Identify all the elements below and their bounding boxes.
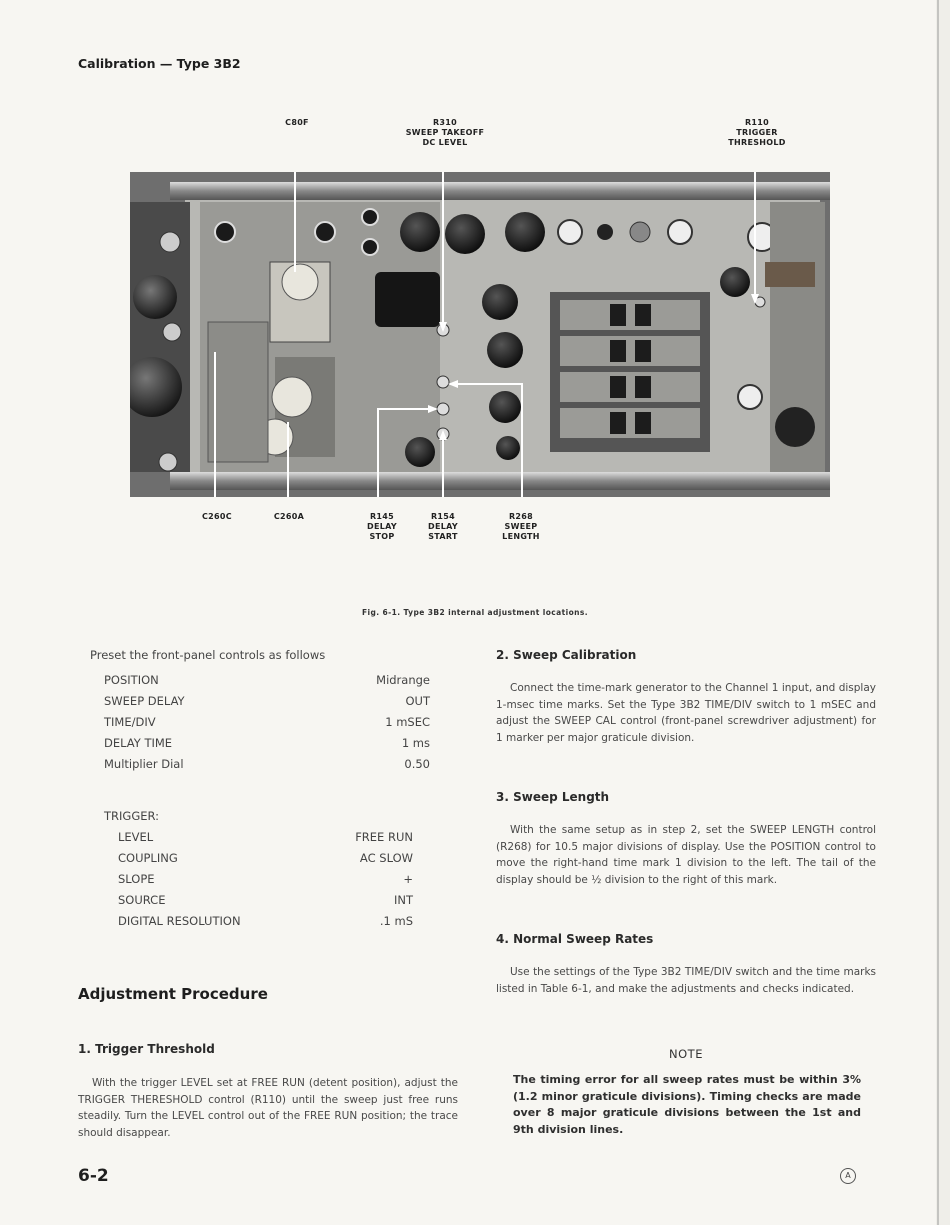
trigger-row [118,830,413,844]
trigger-row [118,914,413,928]
control-value: 0.50 [404,757,430,771]
trigger-row [118,893,413,907]
control-value: FREE RUN [355,830,413,844]
callout-line: START [428,532,458,541]
preset-row [104,694,430,708]
callout-r310 [390,118,500,148]
control-name: TIME/DIV [104,715,156,729]
callout-r154 [416,512,470,542]
chassis-photo [130,172,830,497]
section-2-title: 2. Sweep Calibration [496,648,637,662]
callout-line: SWEEP [504,522,538,531]
callout-line: LENGTH [502,532,540,541]
section-4-title: 4. Normal Sweep Rates [496,932,654,946]
preset-row [104,673,430,687]
callout-c260a [264,512,314,522]
callout-line: R154 [430,512,456,521]
callout-line: DELAY [428,522,458,531]
binding-edge [936,0,950,1225]
callout-r110 [712,118,802,148]
section-2-body: Connect the time-mark generator to the Channel 1 input, and display 1-msec time marks. Set the Type 3B2 TIME/DIV switch to 1 mSEC and adjust the SWEEP CAL control (front-panel screwdriver adjustment) for 1 marker per major graticule division. [496,682,876,744]
figure-caption: Fig. 6-1. Type 3B2 internal adjustment locations. [362,608,588,617]
callout-line: R268 [508,512,534,521]
section-1-body: With the trigger LEVEL set at FREE RUN (detent position), adjust the TRIGGER THERESHOLD control (R110) until the sweep just free runs steadily. Turn the LEVEL control out of the FREE RUN position; the trace should disappear. [78,1077,458,1139]
section-1-title: 1. Trigger Threshold [78,1042,215,1056]
preset-intro: Preset the front-panel controls as follows [90,648,326,662]
callout-line: C260C [202,512,232,521]
trigger-row [118,851,413,865]
page-number: 6-2 [78,1166,109,1186]
section-4-body: Use the settings of the Type 3B2 TIME/DIV switch and the time marks listed in Table 6-1, and make the adjustments and checks indicated. [496,966,876,995]
trigger-row [118,872,413,886]
callout-line: R145 [369,512,395,521]
preset-row [104,757,430,771]
control-value: AC SLOW [359,851,413,865]
control-value: .1 mS [379,914,413,928]
callout-line: TRIGGER [736,128,778,137]
control-name: SOURCE [118,893,166,907]
running-head: Calibration — Type 3B2 [78,56,241,71]
note-body: The timing error for all sweep rates must be within 3% (1.2 minor graticule divisions). Timing checks are made over 8 major graticule divisions between the 1st and 9th division lines. [513,1073,861,1136]
control-value: + [403,872,413,886]
control-name: DIGITAL RESOLUTION [118,914,241,928]
trigger-heading: TRIGGER: [104,809,160,823]
control-value: 1 ms [401,736,430,750]
adjustment-heading: Adjustment Procedure [78,985,268,1003]
control-name: Multiplier Dial [104,757,184,771]
revision-mark: A [840,1168,856,1184]
control-value: OUT [405,694,430,708]
callout-line: C260A [273,512,305,521]
preset-row [104,736,430,750]
control-value: Midrange [376,673,430,687]
callout-line: STOP [369,532,395,541]
control-name: POSITION [104,673,159,687]
control-name: SLOPE [118,872,155,886]
control-name: SWEEP DELAY [104,694,185,708]
section-3-title: 3. Sweep Length [496,790,610,804]
note-title: NOTE [669,1047,703,1061]
callout-r268 [492,512,550,542]
callout-line: DC LEVEL [422,138,468,147]
callout-c80f [272,118,322,128]
callout-r145 [355,512,409,542]
control-name: COUPLING [118,851,178,865]
preset-row [104,715,430,729]
control-value: 1 mSEC [385,715,430,729]
control-value: INT [393,893,413,907]
section-3-body: With the same setup as in step 2, set the SWEEP LENGTH control (R268) for 10.5 major divisions of display. Use the POSITION control to move the right-hand time mark 1 division to the left. The tail of the display should be ½ division to the right of this mark. [496,824,876,886]
callout-line: R310 [432,118,458,127]
control-name: DELAY TIME [104,736,173,750]
callout-line: THRESHOLD [728,138,786,147]
callout-line: R110 [744,118,770,127]
callout-line: C80F [285,118,309,127]
callout-line: DELAY [367,522,397,531]
callout-line: SWEEP TAKEOFF [405,128,485,137]
control-name: LEVEL [118,830,154,844]
callout-c260c [192,512,242,522]
